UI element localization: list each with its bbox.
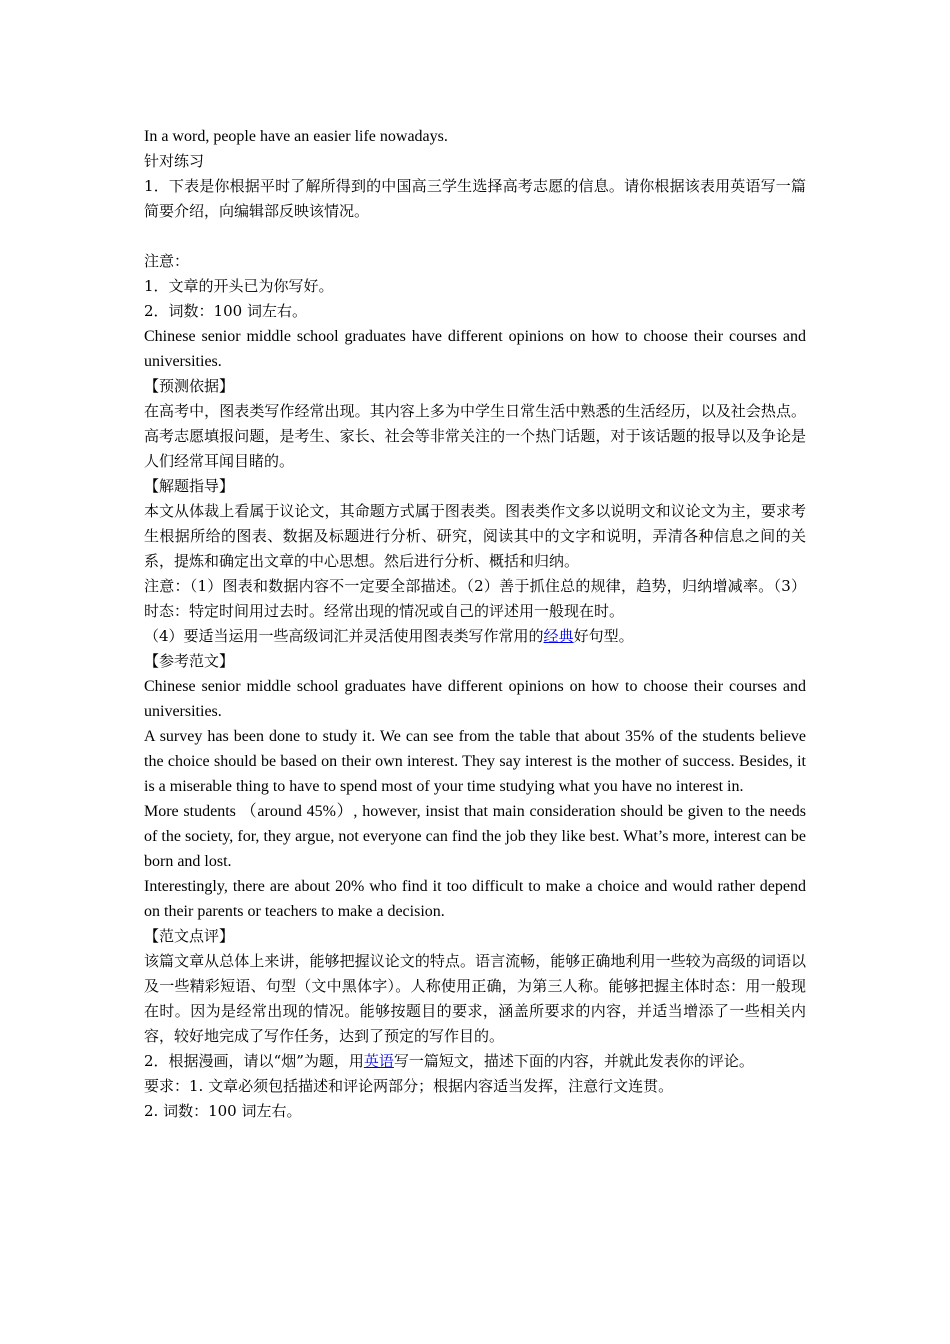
task-2-text: 2．根据漫画，请以“烟”为题，用 [144,1052,364,1070]
task-1-prompt: 1．下表是你根据平时了解所得到的中国高三学生选择高考志愿的信息。请你根据该表用英语写一篇简要介绍，向编辑部反映该情况。 [144,177,806,220]
task-2-requirement-1: 要求：1. 文章必须包括描述和评论两部分；根据内容适当发挥，注意行文连贯。 [144,1077,674,1095]
heading-sample-essay: 【参考范文】 [144,652,235,670]
solving-guide-text: 本文从体裁上看属于议论文，其命题方式属于图表类。图表类作文多以说明文和议论文为主，要求考生根据所给的图表、数据及标题进行分析、研究，阅读其中的文字和说明，弄清各种信息之间的关系，提炼和确定出文章的中心思想。然后进行分析、概括和归纳。 [144,502,806,570]
task-2-requirement-2: 2. 词数：100 词左右。 [144,1102,302,1120]
essay-review-text: 该篇文章从总体上来讲，能够把握议论文的特点。语言流畅，能够正确地利用一些较为高级的词语以及一些精彩短语、句型（文中黑体字）。人称使用正确，为第三人称。能够把握主体时态：用一般现在时。因为是经常出现的情况。能够按题目的要求，涵盖所要求的内容，并适当增添了一些相关内容，较好地完成了写作任务，达到了预定的写作目的。 [144,952,806,1045]
sample-paragraph-1: Chinese senior middle school graduates have different opinions on how to choose their courses and universities. [144,678,806,720]
summary-sentence: In a word, people have an easier life nowadays. [144,128,448,145]
heading-essay-review: 【范文点评】 [144,927,235,945]
note-2: 2．词数：100 词左右。 [144,302,307,320]
document-page [144,124,806,1124]
heading-prediction-basis: 【预测依据】 [144,377,235,395]
notes-label: 注意： [144,252,190,270]
task-2-tail: 写一篇短文，描述下面的内容，并就此发表你的评论。 [393,1052,754,1070]
sample-paragraph-4: Interestingly, there are about 20% who find it too difficult to make a choice and would rather depend on their parents or teachers to make a decision. [144,878,806,920]
solving-guide-note-4 [144,624,806,649]
sample-paragraph-3: More students （around 45%）, however, insist that main consideration should be given to the needs of the society, for, they argue, not everyone can find the job they like best. What’s more, interest can be born and lost. [144,803,806,870]
blank-line [144,224,806,249]
note-4-tail: 好句型。 [573,627,634,645]
note-4-text: （4）要适当运用一些高级词汇并灵活使用图表类写作常用的 [144,627,544,645]
link-classic[interactable]: 经典 [543,627,574,645]
note-1: 1．文章的开头已为你写好。 [144,277,334,295]
heading-solving-guide: 【解题指导】 [144,477,235,495]
link-english[interactable]: 英语 [363,1052,394,1070]
section-heading-practice: 针对练习 [144,152,205,170]
solving-guide-notes: 注意：（1）图表和数据内容不一定要全部描述。（2）善于抓住总的规律，趋势，归纳增减率。（3）时态：特定时间用过去时。经常出现的情况或自己的评述用一般现在时。 [144,577,806,620]
task-2-prompt [144,1049,806,1074]
sample-paragraph-2: A survey has been done to study it. We can see from the table that about 35% of the students believe the choice should be based on their own interest. They say interest is the mother of success. Besides, it is a miserable thing to have to spend most of your time studying what you have no interest in. [144,728,806,795]
prediction-basis-text: 在高考中，图表类写作经常出现。其内容上多为中学生日常生活中熟悉的生活经历，以及社会热点。高考志愿填报问题，是考生、家长、社会等非常关注的一个热门话题，对于该话题的报导以及争论是人们经常耳闻目睹的。 [144,402,806,470]
essay-opening: Chinese senior middle school graduates have different opinions on how to choose their courses and universities. [144,328,806,370]
